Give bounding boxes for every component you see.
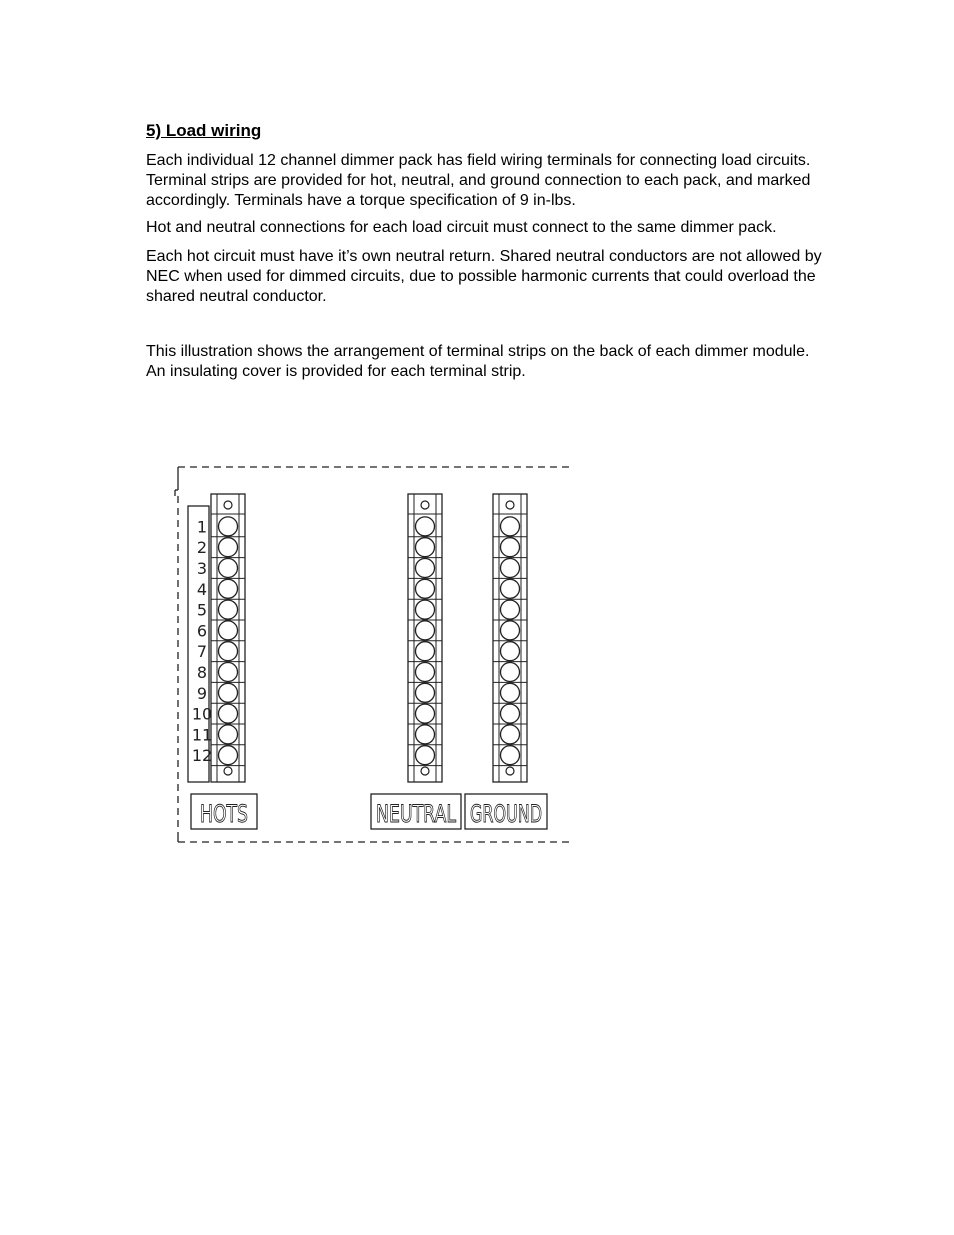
terminal-screw bbox=[219, 725, 238, 744]
mounting-hole bbox=[224, 501, 232, 509]
mounting-hole bbox=[421, 767, 429, 775]
terminal-strip-diagram bbox=[160, 460, 580, 855]
terminal-screw bbox=[219, 642, 238, 661]
hots-terminal-strip bbox=[211, 494, 245, 782]
terminal-screw bbox=[501, 663, 520, 682]
terminal-screw bbox=[416, 600, 435, 619]
terminal-screw bbox=[416, 663, 435, 682]
terminal-screw bbox=[501, 683, 520, 702]
paragraph-neutral-return: Each hot circuit must have it’s own neutral return. Shared neutral conductors are not allowed by NEC when used for dimmed circuits, due to possible harmonic currents that could overload the shared neutral conductor. bbox=[146, 248, 822, 305]
terminal-screw bbox=[219, 600, 238, 619]
terminal-screw bbox=[501, 538, 520, 557]
terminal-screw bbox=[219, 746, 238, 765]
channel-number: 6 bbox=[196, 621, 208, 641]
terminal-screw bbox=[416, 725, 435, 744]
channel-number: 11 bbox=[191, 725, 213, 745]
paragraph-same-pack: Hot and neutral connections for each load circuit must connect to the same dimmer pack. bbox=[146, 219, 777, 236]
terminal-screw bbox=[501, 621, 520, 640]
terminal-strips bbox=[211, 494, 527, 782]
mounting-hole bbox=[506, 501, 514, 509]
terminal-screw bbox=[416, 621, 435, 640]
hots-label: HOTS bbox=[200, 800, 248, 828]
terminal-screw bbox=[219, 538, 238, 557]
neutral-terminal-strip bbox=[408, 494, 442, 782]
terminal-screw bbox=[501, 517, 520, 536]
terminal-screw bbox=[416, 517, 435, 536]
channel-number: 10 bbox=[191, 704, 213, 724]
terminal-screw bbox=[219, 621, 238, 640]
terminal-screw bbox=[501, 725, 520, 744]
channel-number: 9 bbox=[196, 683, 208, 703]
mounting-hole bbox=[224, 767, 232, 775]
mounting-hole bbox=[421, 501, 429, 509]
terminal-screw bbox=[219, 704, 238, 723]
channel-number: 2 bbox=[196, 538, 208, 558]
terminal-screw bbox=[416, 704, 435, 723]
ground-terminal-strip bbox=[493, 494, 527, 782]
channel-number: 4 bbox=[196, 579, 208, 599]
terminal-screw bbox=[501, 579, 520, 598]
terminal-screw bbox=[219, 663, 238, 682]
channel-number: 8 bbox=[196, 663, 208, 682]
terminal-screw bbox=[501, 559, 520, 578]
terminal-screw bbox=[219, 559, 238, 578]
terminal-screw bbox=[416, 579, 435, 598]
section-heading: 5) Load wiring bbox=[146, 121, 262, 140]
terminal-screw bbox=[219, 683, 238, 702]
terminal-screw bbox=[416, 746, 435, 765]
terminal-screw bbox=[416, 642, 435, 661]
channel-number: 7 bbox=[196, 642, 208, 662]
channel-number: 3 bbox=[196, 559, 208, 578]
paragraph-field-wiring: Each individual 12 channel dimmer pack has field wiring terminals for connecting load circuits. Terminal strips are provided for hot, neutral, and ground connection to each pack, and marked accordingly. Terminals have a torque specification of 9 in-lbs. bbox=[146, 152, 811, 209]
terminal-screw bbox=[501, 746, 520, 765]
terminal-screw bbox=[219, 517, 238, 536]
terminal-screw bbox=[219, 579, 238, 598]
terminal-screw bbox=[501, 642, 520, 661]
mounting-hole bbox=[506, 767, 514, 775]
channel-number: 5 bbox=[196, 600, 208, 620]
terminal-screw bbox=[501, 704, 520, 723]
terminal-screw bbox=[501, 600, 520, 619]
terminal-screw bbox=[416, 559, 435, 578]
channel-number: 12 bbox=[191, 746, 213, 766]
terminal-screw bbox=[416, 538, 435, 557]
ground-label: GROUND bbox=[470, 800, 542, 828]
neutral-label: NEUTRAL bbox=[376, 800, 457, 828]
terminal-screw bbox=[416, 683, 435, 702]
channel-number: 1 bbox=[196, 517, 208, 537]
paragraph-illustration-intro: This illustration shows the arrangement of terminal strips on the back of each dimmer module. An insulating cover is provided for each terminal strip. bbox=[146, 343, 810, 380]
